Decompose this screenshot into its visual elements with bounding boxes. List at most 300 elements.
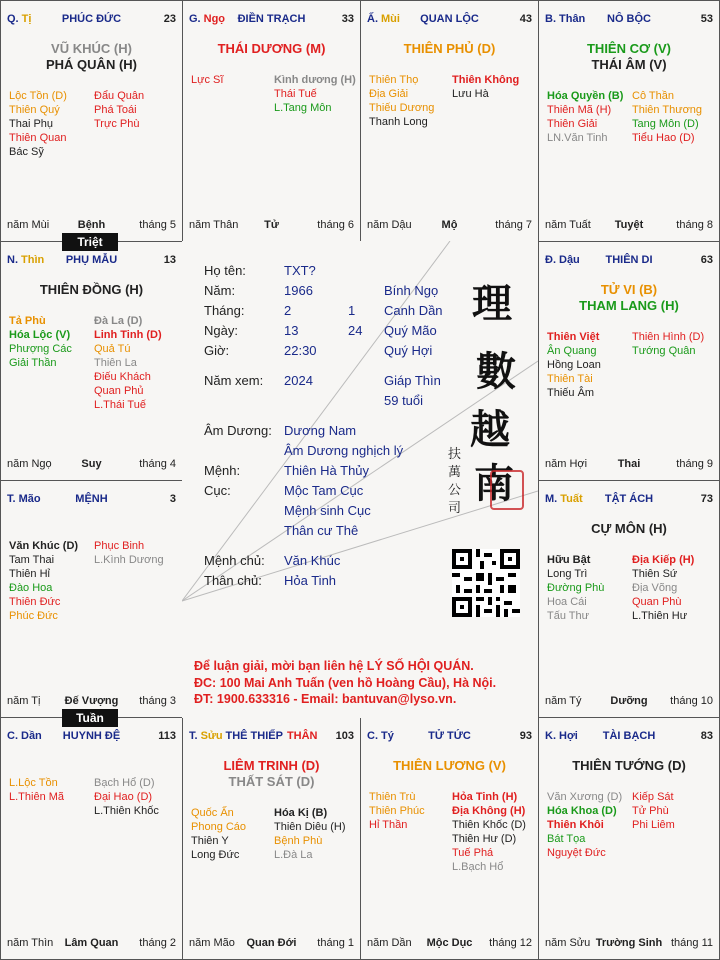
minor-star[interactable]: Ân Quang bbox=[547, 345, 597, 357]
seal-char-1: 理 bbox=[472, 280, 512, 327]
minor-star[interactable]: Cô Thần bbox=[632, 90, 674, 102]
minor-star[interactable]: Đại Hao (D) bbox=[94, 791, 153, 803]
small-char-3: 公 bbox=[448, 483, 462, 498]
palace-header bbox=[367, 13, 532, 29]
palace-title: TẬT ÁCH bbox=[604, 493, 654, 505]
minor-star[interactable]: Địa Võng bbox=[632, 582, 678, 594]
palace-title: PHÚC ĐỨC bbox=[61, 13, 122, 25]
palace-footer bbox=[367, 219, 532, 233]
main-star[interactable]: THAM LANG (H) bbox=[579, 298, 679, 313]
palace-year: năm Dậu bbox=[367, 219, 412, 231]
minor-star[interactable]: Thanh Long bbox=[369, 116, 428, 128]
palace-mui[interactable] bbox=[360, 0, 539, 242]
palace-header bbox=[7, 730, 176, 746]
palace-month: tháng 8 bbox=[676, 219, 713, 231]
minor-star[interactable]: L.Thiên Hư bbox=[632, 610, 688, 622]
seal-char-3: 越 bbox=[470, 406, 510, 453]
palace-age: 33 bbox=[341, 13, 354, 25]
menh-value: Thiên Hà Thủy bbox=[284, 463, 370, 478]
palace-year: năm Mùi bbox=[7, 219, 50, 231]
palace-name bbox=[189, 13, 354, 25]
minor-star[interactable]: Thiên Hư (D) bbox=[452, 833, 517, 845]
palace-month: tháng 10 bbox=[670, 695, 713, 707]
palace-year: năm Tý bbox=[545, 695, 582, 707]
minor-star[interactable]: Lộc Tồn (D) bbox=[9, 90, 67, 102]
main-star[interactable]: THIÊN ĐỒNG (H) bbox=[39, 282, 144, 297]
palace-footer bbox=[7, 219, 176, 233]
minor-star[interactable]: Giải Thần bbox=[9, 357, 57, 369]
month-value: 2 bbox=[284, 303, 292, 318]
minor-star[interactable]: Quả Tú bbox=[94, 343, 131, 355]
minor-star[interactable]: Thiên Y bbox=[191, 835, 229, 847]
palace-footer bbox=[545, 219, 713, 233]
minor-star[interactable]: Thiên Thương bbox=[632, 104, 703, 116]
month-canchi: Canh Dần bbox=[384, 303, 443, 318]
small-char-4: 司 bbox=[448, 501, 462, 516]
main-star[interactable]: CỰ MÔN (H) bbox=[591, 521, 667, 536]
main-star[interactable]: TỬ VI (B) bbox=[600, 282, 658, 297]
minor-star[interactable]: Hỉ Thần bbox=[369, 819, 408, 831]
minor-star[interactable]: Văn Khúc (D) bbox=[9, 540, 79, 552]
branch-name: Tý bbox=[381, 730, 394, 742]
branch-name: Mùi bbox=[381, 13, 400, 25]
cuc-value: Mộc Tam Cục bbox=[284, 483, 364, 498]
branch-name: Dậu bbox=[559, 254, 580, 266]
palace-name bbox=[7, 730, 176, 742]
branch-name: Mão bbox=[18, 493, 41, 505]
main-star[interactable]: THIÊN LƯƠNG (V) bbox=[393, 758, 506, 773]
palace-header bbox=[7, 13, 176, 29]
minor-star[interactable]: Hóa Kị (B) bbox=[274, 807, 328, 819]
palace-month: tháng 12 bbox=[489, 937, 532, 949]
branch-name: Tị bbox=[21, 13, 32, 25]
palace-header bbox=[545, 13, 713, 29]
branch-name: Dần bbox=[21, 730, 42, 742]
minor-stars-left bbox=[9, 89, 67, 159]
palace-month: tháng 3 bbox=[139, 695, 176, 707]
palace-footer bbox=[189, 219, 354, 233]
main-star[interactable]: PHÁ QUÂN (H) bbox=[46, 57, 137, 72]
minor-star[interactable]: Hóa Quyền (B) bbox=[547, 90, 624, 102]
palace-header bbox=[189, 730, 354, 746]
month-label: Tháng: bbox=[204, 303, 245, 318]
minor-star[interactable]: Thiên Tài bbox=[547, 373, 593, 385]
palace-name bbox=[545, 730, 713, 742]
palace-header bbox=[545, 730, 713, 746]
main-star[interactable]: LIÊM TRINH (D) bbox=[223, 758, 320, 773]
minor-star[interactable]: Thiên Trù bbox=[369, 791, 416, 803]
branch-stem: Ấ. bbox=[367, 13, 378, 25]
minor-star[interactable]: L.Bạch Hổ bbox=[452, 861, 504, 873]
minor-stars-right bbox=[632, 89, 702, 145]
minor-star[interactable]: Thiên Không bbox=[452, 74, 520, 86]
minor-star[interactable]: Bác Sỹ bbox=[9, 146, 44, 158]
minor-star[interactable]: Thai Phụ bbox=[9, 118, 54, 130]
minor-star[interactable]: Linh Tinh (D) bbox=[94, 329, 162, 341]
minor-star[interactable]: Thiên Sứ bbox=[632, 568, 678, 580]
minor-star[interactable]: Tướng Quân bbox=[632, 345, 696, 357]
life-stage: Tuyệt bbox=[614, 219, 644, 231]
palace-year: năm Thìn bbox=[7, 937, 54, 949]
minor-star[interactable]: L.Thiên Mã bbox=[9, 791, 65, 803]
minor-star[interactable]: Thiên Mã (H) bbox=[547, 104, 612, 116]
palace-age: 73 bbox=[700, 493, 713, 505]
minor-star[interactable]: Đẩu Quân bbox=[94, 90, 145, 102]
minor-star[interactable]: L.Kình Dương bbox=[94, 554, 164, 566]
minor-star[interactable]: Tấu Thư bbox=[547, 610, 590, 622]
minor-star[interactable]: Tử Phù bbox=[632, 805, 669, 817]
minor-star[interactable]: Lực Sĩ bbox=[191, 74, 224, 86]
palace-footer bbox=[545, 937, 713, 951]
minor-star[interactable]: Hỏa Tinh (H) bbox=[452, 791, 518, 803]
minor-star[interactable]: Đà La (D) bbox=[94, 315, 143, 327]
branch-name: Tuất bbox=[560, 493, 583, 505]
minor-star[interactable]: Địa Giải bbox=[369, 88, 409, 100]
life-stage: Mộc Dục bbox=[426, 937, 473, 949]
palace-month: tháng 1 bbox=[317, 937, 354, 949]
than-chu-label: Thân chủ: bbox=[204, 573, 262, 588]
palace-tuat[interactable] bbox=[538, 480, 720, 718]
minor-stars-right bbox=[452, 73, 519, 101]
minor-star[interactable]: Tả Phù bbox=[9, 315, 46, 327]
minor-star[interactable]: L.Đà La bbox=[274, 849, 313, 861]
palace-year: năm Ngọ bbox=[7, 458, 52, 470]
palace-footer bbox=[545, 695, 713, 709]
minor-star[interactable]: L.Thiên Khốc bbox=[94, 805, 159, 817]
minor-stars-left bbox=[547, 553, 604, 623]
life-stage: Thai bbox=[617, 458, 641, 470]
palace-age: 13 bbox=[163, 254, 176, 266]
small-chars bbox=[448, 446, 464, 518]
minor-star[interactable]: Phá Toái bbox=[94, 104, 137, 116]
minor-star[interactable]: Hóa Lộc (V) bbox=[9, 329, 71, 341]
palace-title: TỬ TỨC bbox=[428, 730, 471, 742]
palace-ty[interactable] bbox=[360, 717, 539, 960]
minor-star[interactable]: Hoa Cái bbox=[547, 596, 587, 608]
amduong-label: Âm Dương: bbox=[204, 423, 272, 438]
name-row bbox=[204, 263, 246, 278]
palace-header bbox=[189, 13, 354, 29]
qr-code-icon[interactable] bbox=[452, 549, 520, 617]
minor-stars-right bbox=[94, 776, 159, 818]
palace-title: PHỤ MẪU bbox=[65, 254, 118, 266]
palace-year: năm Dần bbox=[367, 937, 412, 949]
palace-title: THIÊN DI bbox=[605, 254, 653, 266]
minor-star[interactable]: Phượng Các bbox=[9, 343, 72, 355]
minor-star[interactable]: Thiếu Âm bbox=[547, 387, 595, 399]
small-char-2: 萬 bbox=[448, 465, 462, 480]
palace-dau[interactable] bbox=[538, 241, 720, 481]
minor-stars-left bbox=[547, 790, 622, 860]
branch-stem: C. bbox=[7, 730, 18, 742]
branch-stem: K. bbox=[545, 730, 556, 742]
palace-month: tháng 6 bbox=[317, 219, 354, 231]
minor-star[interactable]: Phong Cáo bbox=[191, 821, 247, 833]
minor-stars-left bbox=[191, 73, 223, 87]
life-stage: Dưỡng bbox=[610, 695, 648, 707]
branch-stem: T. bbox=[7, 493, 16, 505]
palace-title: THÊ THIẾP bbox=[225, 730, 283, 742]
minor-stars-left bbox=[547, 330, 601, 400]
month-lunar: 1 bbox=[348, 303, 356, 318]
palace-title: MỆNH bbox=[75, 493, 108, 505]
minor-star[interactable]: Bạch Hổ (D) bbox=[94, 777, 155, 789]
minor-stars-right bbox=[632, 330, 704, 358]
branch-stem: G. bbox=[189, 13, 201, 25]
minor-star[interactable]: Kiếp Sát bbox=[632, 791, 674, 803]
palace-header bbox=[367, 730, 532, 746]
minor-star[interactable]: Phục Binh bbox=[94, 540, 145, 552]
minor-star[interactable]: LN.Văn Tinh bbox=[547, 132, 608, 144]
palace-footer bbox=[545, 458, 713, 472]
minor-star[interactable]: Thiếu Dương bbox=[369, 102, 435, 114]
minor-star[interactable]: Hóa Khoa (D) bbox=[547, 805, 617, 817]
minor-star[interactable]: Thiên Thọ bbox=[369, 74, 419, 86]
day-lunar: 24 bbox=[348, 323, 363, 338]
name-value: TXT? bbox=[284, 263, 316, 278]
minor-star[interactable]: Long Đức bbox=[191, 849, 240, 861]
minor-star[interactable]: Thiên Đức bbox=[9, 596, 61, 608]
minor-stars-left bbox=[9, 776, 64, 804]
minor-star[interactable]: Tiểu Hao (D) bbox=[632, 132, 695, 144]
palace-footer bbox=[7, 937, 176, 951]
palace-header bbox=[7, 254, 176, 270]
main-star[interactable]: THÁI DƯƠNG (M) bbox=[217, 41, 326, 56]
palace-month: tháng 4 bbox=[139, 458, 176, 470]
palace-name bbox=[7, 13, 176, 25]
minor-star[interactable]: Tam Thai bbox=[9, 554, 55, 566]
palace-age: 23 bbox=[163, 13, 176, 25]
palace-header bbox=[545, 254, 713, 270]
minor-star[interactable]: Văn Xương (D) bbox=[547, 791, 623, 803]
minor-star[interactable]: L.Tang Môn bbox=[274, 102, 332, 114]
minor-star[interactable]: Thiên Hình (D) bbox=[632, 331, 705, 343]
palace-name bbox=[7, 254, 176, 266]
palace-year: năm Mão bbox=[189, 937, 235, 949]
minor-star[interactable]: Địa Kiếp (H) bbox=[632, 554, 695, 566]
year-label: Năm: bbox=[204, 283, 236, 298]
hour-value: 22:30 bbox=[284, 343, 317, 358]
day-value: 13 bbox=[284, 323, 299, 338]
contact-phone-email[interactable]: ĐT: 1900.633316 - Email: bantuvan@lyso.vn. bbox=[194, 692, 457, 706]
palace-title: HUYNH ĐỆ bbox=[62, 730, 121, 742]
minor-stars-right bbox=[94, 314, 162, 412]
minor-stars-left bbox=[9, 539, 78, 623]
minor-stars-right bbox=[94, 539, 164, 567]
palace-name bbox=[367, 730, 532, 742]
minor-star[interactable]: Đường Phù bbox=[547, 582, 605, 594]
view-year-label: Năm xem: bbox=[204, 373, 264, 388]
palace-ngo[interactable] bbox=[182, 0, 361, 242]
branch-name: Sửu bbox=[200, 730, 223, 742]
minor-star[interactable]: Quan Phù bbox=[632, 596, 682, 608]
palace-name bbox=[545, 493, 713, 505]
branch-stem: Q. bbox=[7, 13, 19, 25]
palace-title: QUAN LỘC bbox=[420, 13, 479, 25]
minor-star[interactable]: Nguyệt Đức bbox=[547, 847, 606, 859]
minor-star[interactable]: Tuế Phá bbox=[452, 847, 494, 859]
minor-star[interactable]: Thiên Hỉ bbox=[9, 568, 50, 580]
palace-footer bbox=[367, 937, 532, 951]
minor-star[interactable]: Bát Tọa bbox=[547, 833, 586, 845]
minor-star[interactable]: Thiên Quý bbox=[9, 104, 60, 116]
minor-star[interactable]: Quan Phủ bbox=[94, 385, 144, 397]
minor-stars-right bbox=[452, 790, 526, 874]
palace-suu[interactable] bbox=[182, 717, 361, 960]
minor-star[interactable]: Thiên Khôi bbox=[547, 819, 604, 831]
minor-star[interactable]: Phúc Đức bbox=[9, 610, 58, 622]
main-star[interactable]: THẤT SÁT (D) bbox=[228, 774, 315, 789]
palace-age: 103 bbox=[335, 730, 354, 742]
branch-stem: C. bbox=[367, 730, 378, 742]
seal-char-2: 數 bbox=[476, 348, 516, 395]
year-value: 1966 bbox=[284, 283, 313, 298]
main-star[interactable]: THIÊN CƠ (V) bbox=[586, 41, 672, 56]
minor-star[interactable]: Bệnh Phù bbox=[274, 835, 323, 847]
minor-stars-right bbox=[632, 790, 675, 832]
palace-hoi[interactable] bbox=[538, 717, 720, 960]
amduong-note: Âm Dương nghịch lý bbox=[284, 443, 404, 458]
minor-stars-left bbox=[547, 89, 623, 145]
minor-star[interactable]: Thiên Phúc bbox=[369, 805, 425, 817]
minor-star[interactable]: Thiên La bbox=[94, 357, 137, 369]
palace-age: 113 bbox=[158, 730, 176, 742]
branch-stem: T. bbox=[189, 730, 198, 742]
minor-star[interactable]: Long Trì bbox=[547, 568, 588, 580]
minor-star[interactable]: Thiên Quan bbox=[9, 132, 67, 144]
life-stage: Đế Vượng bbox=[64, 695, 119, 707]
minor-stars-right bbox=[274, 806, 346, 862]
palace-name bbox=[545, 13, 713, 25]
palace-year: năm Tị bbox=[7, 695, 41, 707]
palace-year: năm Sửu bbox=[545, 937, 591, 949]
cuc-note-1: Mệnh sinh Cục bbox=[284, 503, 371, 518]
minor-star[interactable]: Địa Không (H) bbox=[452, 805, 526, 817]
palace-footer bbox=[189, 937, 354, 951]
name-label: Họ tên: bbox=[204, 263, 246, 278]
triet-tag: Triệt bbox=[62, 233, 118, 251]
age-value: 59 tuổi bbox=[384, 393, 424, 408]
life-stage: Quan Đới bbox=[246, 937, 297, 949]
branch-name: Thân bbox=[559, 13, 586, 25]
branch-stem: N. bbox=[7, 254, 18, 266]
palace-name bbox=[545, 254, 713, 266]
minor-star[interactable]: Tang Môn (D) bbox=[632, 118, 699, 130]
palace-age: 63 bbox=[700, 254, 713, 266]
minor-stars-left bbox=[9, 314, 72, 370]
minor-star[interactable]: Đào Hoa bbox=[9, 582, 53, 594]
than-chu-value: Hỏa Tinh bbox=[284, 573, 337, 588]
palace-title: NÔ BỘC bbox=[607, 13, 651, 25]
seal-char-4: 南 bbox=[474, 460, 514, 507]
main-star[interactable]: THIÊN TƯỚNG (D) bbox=[572, 758, 686, 773]
palace-month: tháng 7 bbox=[495, 219, 532, 231]
day-canchi: Quý Mão bbox=[384, 323, 437, 338]
palace-mao[interactable] bbox=[0, 480, 183, 718]
minor-star[interactable]: Thiên Việt bbox=[547, 331, 600, 343]
minor-star[interactable]: Kình dương (H) bbox=[274, 74, 356, 86]
hour-canchi: Quý Hợi bbox=[384, 343, 433, 358]
minor-star[interactable]: Hữu Bật bbox=[547, 554, 591, 566]
branch-stem: B. bbox=[545, 13, 556, 25]
view-year-value: 2024 bbox=[284, 373, 313, 388]
menh-chu-value: Văn Khúc bbox=[284, 553, 341, 568]
palace-age: 83 bbox=[700, 730, 713, 742]
minor-star[interactable]: Thiên Khốc (D) bbox=[452, 819, 526, 831]
palace-footer bbox=[7, 695, 176, 709]
main-star[interactable]: THIÊN PHỦ (D) bbox=[403, 41, 496, 56]
menh-label: Mệnh: bbox=[204, 463, 241, 478]
minor-stars-left bbox=[369, 73, 434, 129]
palace-month: tháng 11 bbox=[670, 937, 713, 949]
palace-year: năm Hợi bbox=[545, 458, 588, 470]
palace-month: tháng 9 bbox=[676, 458, 713, 470]
palace-name bbox=[367, 13, 532, 25]
branch-stem: M. bbox=[545, 493, 558, 505]
year-canchi: Bính Ngọ bbox=[384, 283, 439, 298]
minor-star[interactable]: Quốc Ấn bbox=[191, 807, 234, 819]
palace-than[interactable] bbox=[538, 0, 720, 242]
palace-footer bbox=[7, 458, 176, 472]
branch-name: Thìn bbox=[21, 254, 45, 266]
small-char-1: 扶 bbox=[448, 447, 462, 462]
minor-star[interactable]: Thiên Giải bbox=[547, 118, 598, 130]
life-stage: Mộ bbox=[441, 219, 458, 231]
palace-name bbox=[7, 493, 176, 505]
minor-star[interactable]: Phi Liêm bbox=[632, 819, 675, 831]
contact-line-1: Để luận giải, mời bạn liên hệ LÝ SỐ HỘI QUÁN. bbox=[194, 659, 474, 673]
main-star[interactable]: VŨ KHÚC (H) bbox=[51, 41, 132, 56]
palace-month: tháng 5 bbox=[139, 219, 176, 231]
palace-dan[interactable] bbox=[0, 717, 183, 960]
palace-month: tháng 2 bbox=[139, 937, 176, 949]
branch-name: Ngọ bbox=[203, 13, 226, 25]
minor-stars-right bbox=[274, 73, 356, 115]
branch-name: Hợi bbox=[559, 730, 578, 742]
menh-chu-label: Mệnh chủ: bbox=[204, 553, 265, 568]
amduong-value: Dương Nam bbox=[284, 423, 357, 438]
palace-thin[interactable] bbox=[0, 241, 183, 481]
cuc-label: Cục: bbox=[204, 483, 231, 498]
minor-star[interactable]: Trực Phù bbox=[94, 118, 140, 130]
palace-ti[interactable] bbox=[0, 0, 183, 242]
palace-age: 93 bbox=[519, 730, 532, 742]
palace-title: ĐIỀN TRẠCH bbox=[237, 13, 306, 25]
minor-stars-right bbox=[632, 553, 694, 623]
palace-header bbox=[545, 493, 713, 509]
branch-stem: Đ. bbox=[545, 254, 556, 266]
minor-star[interactable]: Thái Tuế bbox=[274, 88, 317, 100]
main-star[interactable]: THÁI ÂM (V) bbox=[591, 57, 667, 72]
cuc-note-2: Thân cư Thê bbox=[284, 523, 359, 538]
minor-star[interactable]: Thiên Diêu (H) bbox=[274, 821, 346, 833]
minor-star[interactable]: L.Lộc Tồn bbox=[9, 777, 58, 789]
palace-year: năm Tuất bbox=[545, 219, 591, 231]
life-stage: Suy bbox=[81, 458, 102, 470]
palace-age: 43 bbox=[519, 13, 532, 25]
view-year-canchi: Giáp Thìn bbox=[384, 373, 441, 388]
minor-star[interactable]: Điếu Khách bbox=[94, 371, 151, 383]
minor-stars-left bbox=[369, 790, 425, 832]
red-stamp-icon bbox=[490, 470, 524, 510]
tuan-tag: Tuần bbox=[62, 709, 118, 727]
minor-star[interactable]: Lưu Hà bbox=[452, 88, 489, 100]
life-stage: Tử bbox=[264, 219, 279, 231]
minor-star[interactable]: L.Thái Tuế bbox=[94, 399, 146, 411]
than-marker: THÂN bbox=[286, 730, 318, 742]
minor-star[interactable]: Hồng Loan bbox=[547, 359, 601, 371]
minor-stars-right bbox=[94, 89, 144, 131]
